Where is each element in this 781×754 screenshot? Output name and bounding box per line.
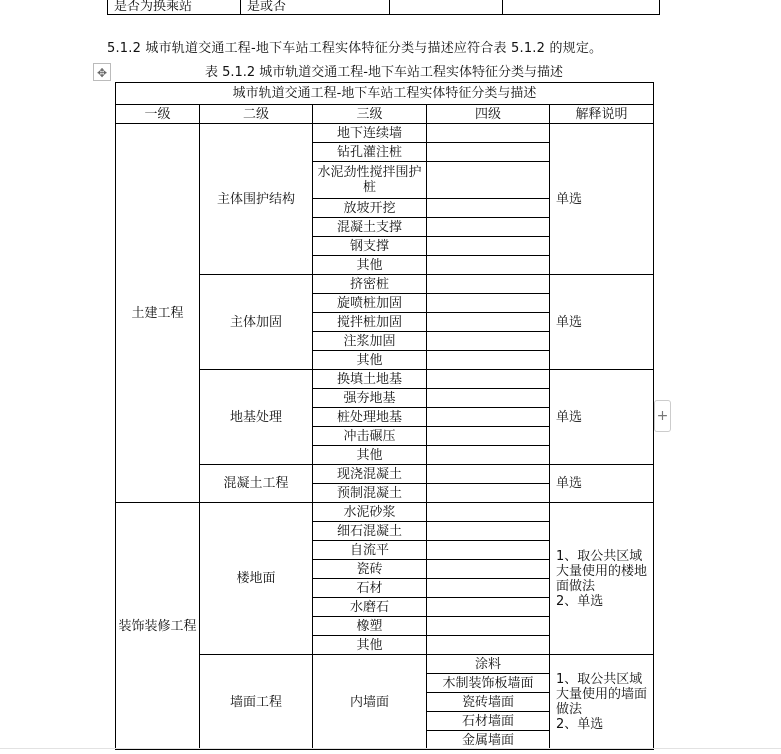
previous-table-fragment [107, 0, 660, 15]
level4-cell [427, 162, 550, 199]
level2-cell: 地基处理 [200, 370, 313, 465]
level4-cell [427, 598, 550, 617]
level3-cell: 橡塑 [313, 617, 427, 636]
prev-cell: 是或否 [241, 0, 390, 15]
level3-cell: 水泥砂浆 [313, 503, 427, 522]
header-cell: 二级 [200, 105, 313, 124]
level4-cell: 木制装饰板墙面 [427, 674, 550, 693]
level4-cell [427, 294, 550, 313]
level2-cell: 墙面工程 [200, 655, 313, 750]
classification-table [115, 82, 654, 750]
level2-cell: 主体围护结构 [200, 124, 313, 275]
level4-cell [427, 579, 550, 598]
level3-cell: 钢支撑 [313, 237, 427, 256]
prev-cell [503, 0, 660, 15]
table-caption: 表 5.1.2 城市轨道交通工程-地下车站工程实体特征分类与描述 [204, 65, 564, 80]
level4-cell [427, 408, 550, 427]
move-icon[interactable]: ✥ [93, 63, 111, 81]
prev-cell: 是否为换乘站 [108, 0, 241, 15]
level4-cell: 瓷砖墙面 [427, 693, 550, 712]
level4-cell [427, 503, 550, 522]
level3-cell: 水磨石 [313, 598, 427, 617]
level3-cell: 细石混凝土 [313, 522, 427, 541]
level4-cell [427, 370, 550, 389]
level3-cell: 挤密桩 [313, 275, 427, 294]
level3-cell: 冲击碾压 [313, 427, 427, 446]
note-cell: 单选 [550, 275, 654, 370]
level3-cell: 旋喷桩加固 [313, 294, 427, 313]
level3-cell: 内墙面 [313, 655, 427, 750]
level4-cell [427, 484, 550, 503]
level4-cell [427, 275, 550, 294]
level4-cell [427, 617, 550, 636]
level3-cell: 瓷砖 [313, 560, 427, 579]
note-cell: 1、取公共区域大量使用的墙面做法 2、单选 [550, 655, 654, 750]
level3-cell: 现浇混凝土 [313, 465, 427, 484]
level3-cell: 强夯地基 [313, 389, 427, 408]
level4-cell [427, 237, 550, 256]
prev-cell [390, 0, 503, 15]
level3-cell: 地下连续墙 [313, 124, 427, 143]
note-cell: 1、取公共区域大量使用的楼地面做法 2、单选 [550, 503, 654, 655]
level4-cell: 石材墙面 [427, 712, 550, 731]
section-paragraph: 5.1.2 城市轨道交通工程-地下车站工程实体特征分类与描述应符合表 5.1.2 的规定。 [107, 41, 603, 56]
level3-cell: 其他 [313, 446, 427, 465]
level3-cell: 预制混凝土 [313, 484, 427, 503]
level3-cell: 自流平 [313, 541, 427, 560]
level4-cell [427, 446, 550, 465]
level2-cell: 混凝土工程 [200, 465, 313, 503]
level3-cell: 注浆加固 [313, 332, 427, 351]
header-cell: 三级 [313, 105, 427, 124]
level3-cell: 钻孔灌注桩 [313, 143, 427, 162]
level3-cell: 搅拌桩加固 [313, 313, 427, 332]
level4-cell: 涂料 [427, 655, 550, 674]
level4-cell [427, 465, 550, 484]
level4-cell [427, 636, 550, 655]
level2-cell: 主体加固 [200, 275, 313, 370]
level3-cell: 石材 [313, 579, 427, 598]
level3-cell: 其他 [313, 636, 427, 655]
level4-cell [427, 124, 550, 143]
level1-cell: 土建工程 [116, 124, 200, 503]
level3-cell: 水泥劲性搅拌围护桩 [313, 162, 427, 199]
level4-cell [427, 218, 550, 237]
level2-cell: 楼地面 [200, 503, 313, 655]
level4-cell [427, 313, 550, 332]
note-cell: 单选 [550, 124, 654, 275]
add-icon[interactable]: + [654, 400, 671, 432]
header-cell: 一级 [116, 105, 200, 124]
level3-cell: 混凝土支撑 [313, 218, 427, 237]
level1-cell: 装饰装修工程 [116, 503, 200, 750]
table-title: 城市轨道交通工程-地下车站工程实体特征分类与描述 [116, 83, 654, 105]
header-cell: 四级 [427, 105, 550, 124]
level4-cell [427, 332, 550, 351]
level4-cell [427, 143, 550, 162]
level4-cell [427, 199, 550, 218]
level4-cell [427, 560, 550, 579]
level4-cell [427, 351, 550, 370]
note-cell: 单选 [550, 465, 654, 503]
note-cell: 单选 [550, 370, 654, 465]
level4-cell [427, 541, 550, 560]
level4-cell [427, 256, 550, 275]
level4-cell [427, 389, 550, 408]
level4-cell: 金属墙面 [427, 731, 550, 750]
level3-cell: 换填土地基 [313, 370, 427, 389]
level4-cell [427, 427, 550, 446]
level3-cell: 放坡开挖 [313, 199, 427, 218]
header-cell: 解释说明 [550, 105, 654, 124]
level3-cell: 桩处理地基 [313, 408, 427, 427]
level4-cell [427, 522, 550, 541]
level3-cell: 其他 [313, 256, 427, 275]
level3-cell: 其他 [313, 351, 427, 370]
page-divider [0, 748, 781, 749]
